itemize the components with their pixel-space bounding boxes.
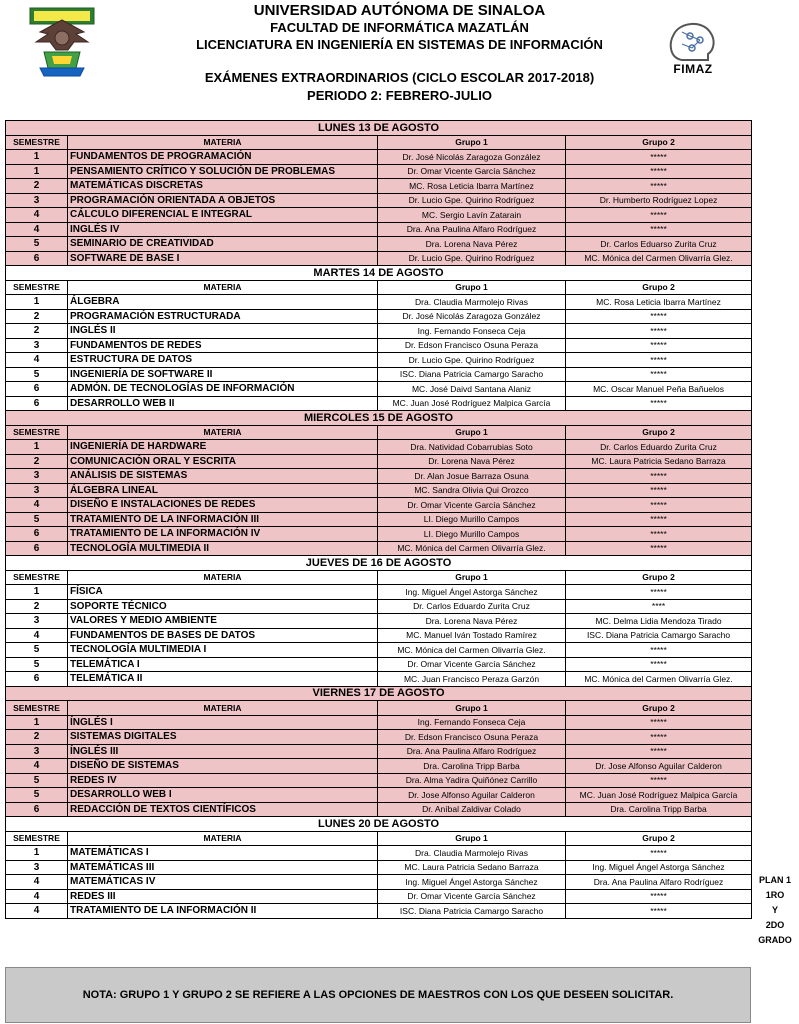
grupo1-cell: MC. Sandra Olivia Qui Orozco [378,483,566,498]
grupo2-cell: ***** [566,846,752,861]
column-header-row [6,701,752,716]
materia-cell: SISTEMAS DIGITALES [68,730,378,745]
table-row [6,237,752,252]
grupo2-cell: ***** [566,730,752,745]
materia-cell: ESTRUCTURA DE DATOS [68,353,378,368]
grupo2-cell: MC. Juan José Rodríguez Malpica García [566,788,752,803]
grupo1-cell: MC. Laura Patricia Sedano Barraza [378,860,566,875]
table-row [6,208,752,223]
materia-cell: INGLÉS II [68,324,378,339]
column-header-materia: MATERIA [68,280,378,295]
column-header-grupo1: Grupo 1 [378,570,566,585]
grupo1-cell: Dr. José Nicolás Zaragoza González [378,309,566,324]
grupo2-cell: ***** [566,889,752,904]
table-row [6,295,752,310]
table-row [6,788,752,803]
grupo1-cell: Dr. Lucio Gpe. Quirino Rodríguez [378,353,566,368]
grupo2-cell: MC. Mónica del Carmen Olivarría Glez. [566,251,752,266]
semestre-cell: 1 [6,164,68,179]
grupo1-cell: Dra. Claudia Marmolejo Rivas [378,295,566,310]
semestre-cell: 4 [6,208,68,223]
grupo1-cell: Dr. Aníbal Zaldivar Colado [378,802,566,817]
exam-schedule-table [5,120,752,919]
materia-cell: DESARROLLO WEB II [68,396,378,411]
grupo2-cell: MC. Oscar Manuel Peña Bañuelos [566,382,752,397]
table-row [6,759,752,774]
grupo2-cell: ISC. Diana Patricia Camargo Saracho [566,628,752,643]
grupo2-cell: ***** [566,469,752,484]
table-row [6,324,752,339]
materia-cell: INGLÉS IV [68,222,378,237]
table-row [6,744,752,759]
materia-cell: MATEMÁTICAS DISCRETAS [68,179,378,194]
semestre-cell: 1 [6,846,68,861]
materia-cell: TRATAMIENTO DE LA INFORMACIÓN II [68,904,378,919]
materia-cell: ÁLGEBRA LINEAL [68,483,378,498]
day-title: MARTES 14 DE AGOSTO [6,266,752,281]
materia-cell: DISEÑO DE SISTEMAS [68,759,378,774]
plan-note-line: Y [771,905,778,915]
table-row [6,875,752,890]
grupo1-cell: Dr. Lucio Gpe. Quirino Rodríguez [378,251,566,266]
materia-cell: TRATAMIENTO DE LA INFORMACIÓN III [68,512,378,527]
column-header-row [6,135,752,150]
document-header [0,0,799,112]
table-row [6,440,752,455]
table-row [6,846,752,861]
column-header-grupo1: Grupo 1 [378,280,566,295]
column-header-semestre: SEMESTRE [6,135,68,150]
grupo1-cell: Dr. José Nicolás Zaragoza González [378,150,566,165]
materia-cell: TRATAMIENTO DE LA INFORMACIÓN IV [68,527,378,542]
grupo1-cell: Ing. Fernando Fonseca Ceja [378,324,566,339]
semestre-cell: 3 [6,469,68,484]
grupo1-cell: MC. Rosa Leticia Ibarra Martínez [378,179,566,194]
grupo2-cell: ***** [566,643,752,658]
faculty-title: FACULTAD DE INFORMÁTICA MAZATLÁN [270,20,529,35]
table-row [6,715,752,730]
grupo1-cell: Dra. Alma Yadira Quiñónez Carrillo [378,773,566,788]
column-header-grupo2: Grupo 2 [566,570,752,585]
materia-cell: FUNDAMENTOS DE REDES [68,338,378,353]
grupo2-cell: Dr. Carlos Eduardo Zurita Cruz [566,440,752,455]
day-title: JUEVES DE 16 DE AGOSTO [6,556,752,571]
semestre-cell: 5 [6,367,68,382]
plan-note-line: GRADO [758,935,792,945]
grupo2-cell: ***** [566,715,752,730]
grupo1-cell: MC. Sergio Lavín Zatarain [378,208,566,223]
materia-cell: TECNOLOGÍA MULTIMEDIA I [68,643,378,658]
grupo1-cell: MC. Manuel Iván Tostado Ramírez [378,628,566,643]
grupo1-cell: Dra. Natividad Cobarrubias Soto [378,440,566,455]
table-row [6,585,752,600]
semestre-cell: 6 [6,541,68,556]
semestre-cell: 4 [6,875,68,890]
column-header-grupo2: Grupo 2 [566,701,752,716]
university-title: UNIVERSIDAD AUTÓNOMA DE SINALOA [253,2,546,19]
semestre-cell: 3 [6,744,68,759]
semestre-cell: 2 [6,730,68,745]
materia-cell: MATEMÁTICAS IV [68,875,378,890]
table-row [6,599,752,614]
grupo1-cell: LI. Diego Murillo Campos [378,527,566,542]
materia-cell: DESARROLLO WEB I [68,788,378,803]
table-row [6,164,752,179]
grupo1-cell: Dra. Claudia Marmolejo Rivas [378,846,566,861]
grupo1-cell: MC. Mónica del Carmen Olivarría Glez. [378,541,566,556]
semestre-cell: 4 [6,353,68,368]
materia-cell: FÍSICA [68,585,378,600]
materia-cell: SOFTWARE DE BASE I [68,251,378,266]
materia-cell: MATEMÁTICAS III [68,860,378,875]
grupo1-cell: MC. Juan Francisco Peraza Garzón [378,672,566,687]
materia-cell: FUNDAMENTOS DE BASES DE DATOS [68,628,378,643]
column-header-materia: MATERIA [68,135,378,150]
grupo1-cell: Dr. Lorena Nava Pérez [378,454,566,469]
materia-cell: INGENIERÍA DE SOFTWARE II [68,367,378,382]
grupo1-cell: Dra. Ana Paulina Alfaro Rodríguez [378,222,566,237]
column-header-semestre: SEMESTRE [6,831,68,846]
plan-note-line: PLAN 1 [758,875,791,885]
grupo2-cell: ***** [566,150,752,165]
grupo2-cell: ***** [566,904,752,919]
grupo2-cell: ***** [566,541,752,556]
grupo2-cell: MC. Delma Lidia Mendoza Tirado [566,614,752,629]
grupo2-cell: ***** [566,324,752,339]
table-row [6,179,752,194]
semestre-cell: 2 [6,309,68,324]
grupo2-cell: Dra. Carolina Tripp Barba [566,802,752,817]
materia-cell: TELEMÁTICA II [68,672,378,687]
grupo1-cell: Dr. Lucio Gpe. Quirino Rodríguez [378,193,566,208]
materia-cell: SOPORTE TÉCNICO [68,599,378,614]
table-row [6,382,752,397]
column-header-materia: MATERIA [68,425,378,440]
semestre-cell: 3 [6,483,68,498]
semestre-cell: 6 [6,802,68,817]
semestre-cell: 4 [6,222,68,237]
semestre-cell: 5 [6,643,68,658]
column-header-row [6,425,752,440]
table-row [6,454,752,469]
column-header-semestre: SEMESTRE [6,570,68,585]
grupo2-cell: ***** [566,744,752,759]
semestre-cell: 6 [6,382,68,397]
column-header-grupo1: Grupo 1 [378,425,566,440]
grupo1-cell: MC. Mónica del Carmen Olivarría Glez. [378,643,566,658]
grupo2-cell: Dr. Carlos Eduarso Zurita Cruz [566,237,752,252]
grupo2-cell: ***** [566,164,752,179]
column-header-row [6,280,752,295]
materia-cell: CÁLCULO DIFERENCIAL E INTEGRAL [68,208,378,223]
materia-cell: PENSAMIENTO CRÍTICO Y SOLUCIÓN DE PROBLEMAS [68,164,378,179]
day-title: LUNES 20 DE AGOSTO [6,817,752,832]
day-header-row [6,686,752,701]
table-row [6,802,752,817]
grupo2-cell: ***** [566,338,752,353]
grupo2-cell: Dr. Humberto Rodríguez Lopez [566,193,752,208]
materia-cell: TELEMÁTICA I [68,657,378,672]
grupo1-cell: Dr. Edson Francisco Osuna Peraza [378,338,566,353]
table-row [6,628,752,643]
grupo2-cell: MC. Rosa Leticia Ibarra Martínez [566,295,752,310]
grupo2-cell: ***** [566,512,752,527]
grupo2-cell: ***** [566,498,752,513]
semestre-cell: 5 [6,657,68,672]
plan-note-line: 1RO [765,890,785,900]
column-header-grupo1: Grupo 1 [378,135,566,150]
column-header-materia: MATERIA [68,831,378,846]
grupo1-cell: MC. Juan José Rodríguez Malpica García [378,396,566,411]
semestre-cell: 6 [6,527,68,542]
semestre-cell: 6 [6,672,68,687]
table-row [6,889,752,904]
table-row [6,643,752,658]
materia-cell: ADMÓN. DE TECNOLOGÍAS DE INFORMACIÓN [68,382,378,397]
table-row [6,773,752,788]
table-row [6,222,752,237]
grupo2-cell: ***** [566,367,752,382]
semestre-cell: 3 [6,193,68,208]
table-row [6,730,752,745]
grupo1-cell: Dr. Alan Josue Barraza Osuna [378,469,566,484]
table-row [6,338,752,353]
materia-cell: VALORES Y MEDIO AMBIENTE [68,614,378,629]
grupo1-cell: Dra. Ana Paulina Alfaro Rodríguez [378,744,566,759]
grupo1-cell: Dr. Carlos Eduardo Zurita Cruz [378,599,566,614]
semestre-cell: 4 [6,759,68,774]
column-header-row [6,831,752,846]
grupo1-cell: Dr. Omar Vicente García Sánchez [378,164,566,179]
semestre-cell: 1 [6,715,68,730]
exam-title: EXÁMENES EXTRAORDINARIOS (CICLO ESCOLAR 2017-2018) [204,70,595,85]
grupo2-cell: ***** [566,483,752,498]
grupo2-cell: ***** [566,222,752,237]
table-row [6,860,752,875]
semestre-cell: 3 [6,614,68,629]
grupo2-cell: Ing. Miguel Ángel Astorga Sánchez [566,860,752,875]
materia-cell: PROGRAMACIÓN ORIENTADA A OBJETOS [68,193,378,208]
grupo2-cell: ***** [566,396,752,411]
semestre-cell: 2 [6,599,68,614]
column-header-materia: MATERIA [68,570,378,585]
column-header-grupo1: Grupo 1 [378,701,566,716]
column-header-grupo1: Grupo 1 [378,831,566,846]
materia-cell: REDES III [68,889,378,904]
grupo1-cell: Dra. Lorena Nava Pérez [378,614,566,629]
materia-cell: FUNDAMENTOS DE PROGRAMACIÓN [68,150,378,165]
footer-note: NOTA: GRUPO 1 Y GRUPO 2 SE REFIERE A LAS OPCIONES DE MAESTROS CON LOS QUE DESEEN SOLICITAR. [5,967,751,1023]
grupo1-cell: Dra. Carolina Tripp Barba [378,759,566,774]
table-row [6,193,752,208]
table-row [6,353,752,368]
program-title: LICENCIATURA EN INGENIERÍA EN SISTEMAS DE INFORMACIÓN [196,37,603,52]
grupo1-cell: Dr. Omar Vicente García Sánchez [378,498,566,513]
grupo1-cell: Dra. Lorena Nava Pérez [378,237,566,252]
materia-cell: DISEÑO E INSTALACIONES DE REDES [68,498,378,513]
table-row [6,483,752,498]
column-header-grupo2: Grupo 2 [566,425,752,440]
materia-cell: PROGRAMACIÓN ESTRUCTURADA [68,309,378,324]
grupo2-cell: Dra. Ana Paulina Alfaro Rodríguez [566,875,752,890]
fimaz-logo [658,18,728,80]
grupo2-cell: MC. Laura Patricia Sedano Barraza [566,454,752,469]
column-header-grupo2: Grupo 2 [566,831,752,846]
grupo2-cell: Dr. Jose Alfonso Aguilar Calderon [566,759,752,774]
semestre-cell: 1 [6,150,68,165]
column-header-semestre: SEMESTRE [6,425,68,440]
fimaz-logo-text: FIMAZ [673,62,713,76]
semestre-cell: 4 [6,498,68,513]
table-row [6,498,752,513]
grupo2-cell: ***** [566,657,752,672]
semestre-cell: 5 [6,512,68,527]
grupo2-cell: ***** [566,179,752,194]
materia-cell: REDES IV [68,773,378,788]
materia-cell: ANÁLISIS DE SISTEMAS [68,469,378,484]
grupo1-cell: Ing. Miguel Ángel Astorga Sánchez [378,585,566,600]
table-row [6,614,752,629]
grupo1-cell: LI. Diego Murillo Campos [378,512,566,527]
plan-note [754,873,796,948]
column-header-semestre: SEMESTRE [6,280,68,295]
table-row [6,309,752,324]
materia-cell: ÍNGLÉS III [68,744,378,759]
column-header-row [6,570,752,585]
semestre-cell: 1 [6,585,68,600]
grupo1-cell: Ing. Miguel Ángel Astorga Sánchez [378,875,566,890]
table-row [6,672,752,687]
day-title: VIERNES 17 DE AGOSTO [6,686,752,701]
day-header-row [6,121,752,136]
semestre-cell: 2 [6,454,68,469]
semestre-cell: 2 [6,324,68,339]
day-header-row [6,411,752,426]
semestre-cell: 5 [6,773,68,788]
semestre-cell: 1 [6,440,68,455]
table-row [6,657,752,672]
plan-note-line: 2DO [765,920,785,930]
table-row [6,150,752,165]
grupo1-cell: Ing. Fernando Fonseca Ceja [378,715,566,730]
materia-cell: INGENIERÍA DE HARDWARE [68,440,378,455]
grupo2-cell: MC. Mónica del Carmen Olivarría Glez. [566,672,752,687]
grupo2-cell: ***** [566,208,752,223]
grupo2-cell: **** [566,599,752,614]
day-header-row [6,266,752,281]
semestre-cell: 4 [6,904,68,919]
semestre-cell: 4 [6,628,68,643]
semestre-cell: 1 [6,295,68,310]
column-header-grupo2: Grupo 2 [566,135,752,150]
column-header-grupo2: Grupo 2 [566,280,752,295]
table-row [6,541,752,556]
day-title: LUNES 13 DE AGOSTO [6,121,752,136]
column-header-semestre: SEMESTRE [6,701,68,716]
materia-cell: MATEMÁTICAS I [68,846,378,861]
semestre-cell: 2 [6,179,68,194]
materia-cell: REDACCIÓN DE TEXTOS CIENTÍFICOS [68,802,378,817]
table-row [6,396,752,411]
materia-cell: ÁLGEBRA [68,295,378,310]
grupo2-cell: ***** [566,585,752,600]
table-row [6,251,752,266]
day-title: MIERCOLES 15 DE AGOSTO [6,411,752,426]
column-header-materia: MATERIA [68,701,378,716]
grupo2-cell: ***** [566,773,752,788]
grupo1-cell: Dr. Jose Alfonso Aguilar Calderon [378,788,566,803]
table-row [6,904,752,919]
table-row [6,367,752,382]
day-header-row [6,817,752,832]
grupo2-cell: ***** [566,309,752,324]
semestre-cell: 4 [6,889,68,904]
semestre-cell: 5 [6,788,68,803]
grupo1-cell: ISC. Diana Patricia Camargo Saracho [378,367,566,382]
grupo2-cell: ***** [566,353,752,368]
semestre-cell: 6 [6,396,68,411]
semestre-cell: 3 [6,338,68,353]
table-row [6,469,752,484]
table-row [6,527,752,542]
table-row [6,512,752,527]
materia-cell: COMUNICACIÓN ORAL Y ESCRITA [68,454,378,469]
grupo1-cell: Dr. Omar Vicente García Sánchez [378,657,566,672]
semestre-cell: 3 [6,860,68,875]
materia-cell: ÍNGLÉS I [68,715,378,730]
period-title: PERIODO 2: FEBRERO-JULIO [307,88,492,103]
grupo1-cell: Dr. Edson Francisco Osuna Peraza [378,730,566,745]
semestre-cell: 6 [6,251,68,266]
materia-cell: TECNOLOGÍA MULTIMEDIA II [68,541,378,556]
grupo1-cell: ISC. Diana Patricia Camargo Saracho [378,904,566,919]
grupo2-cell: ***** [566,527,752,542]
materia-cell: SEMINARIO DE CREATIVIDAD [68,237,378,252]
grupo1-cell: MC. José Daivd Santana Alaniz [378,382,566,397]
day-header-row [6,556,752,571]
grupo1-cell: Dr. Omar Vicente García Sánchez [378,889,566,904]
semestre-cell: 5 [6,237,68,252]
